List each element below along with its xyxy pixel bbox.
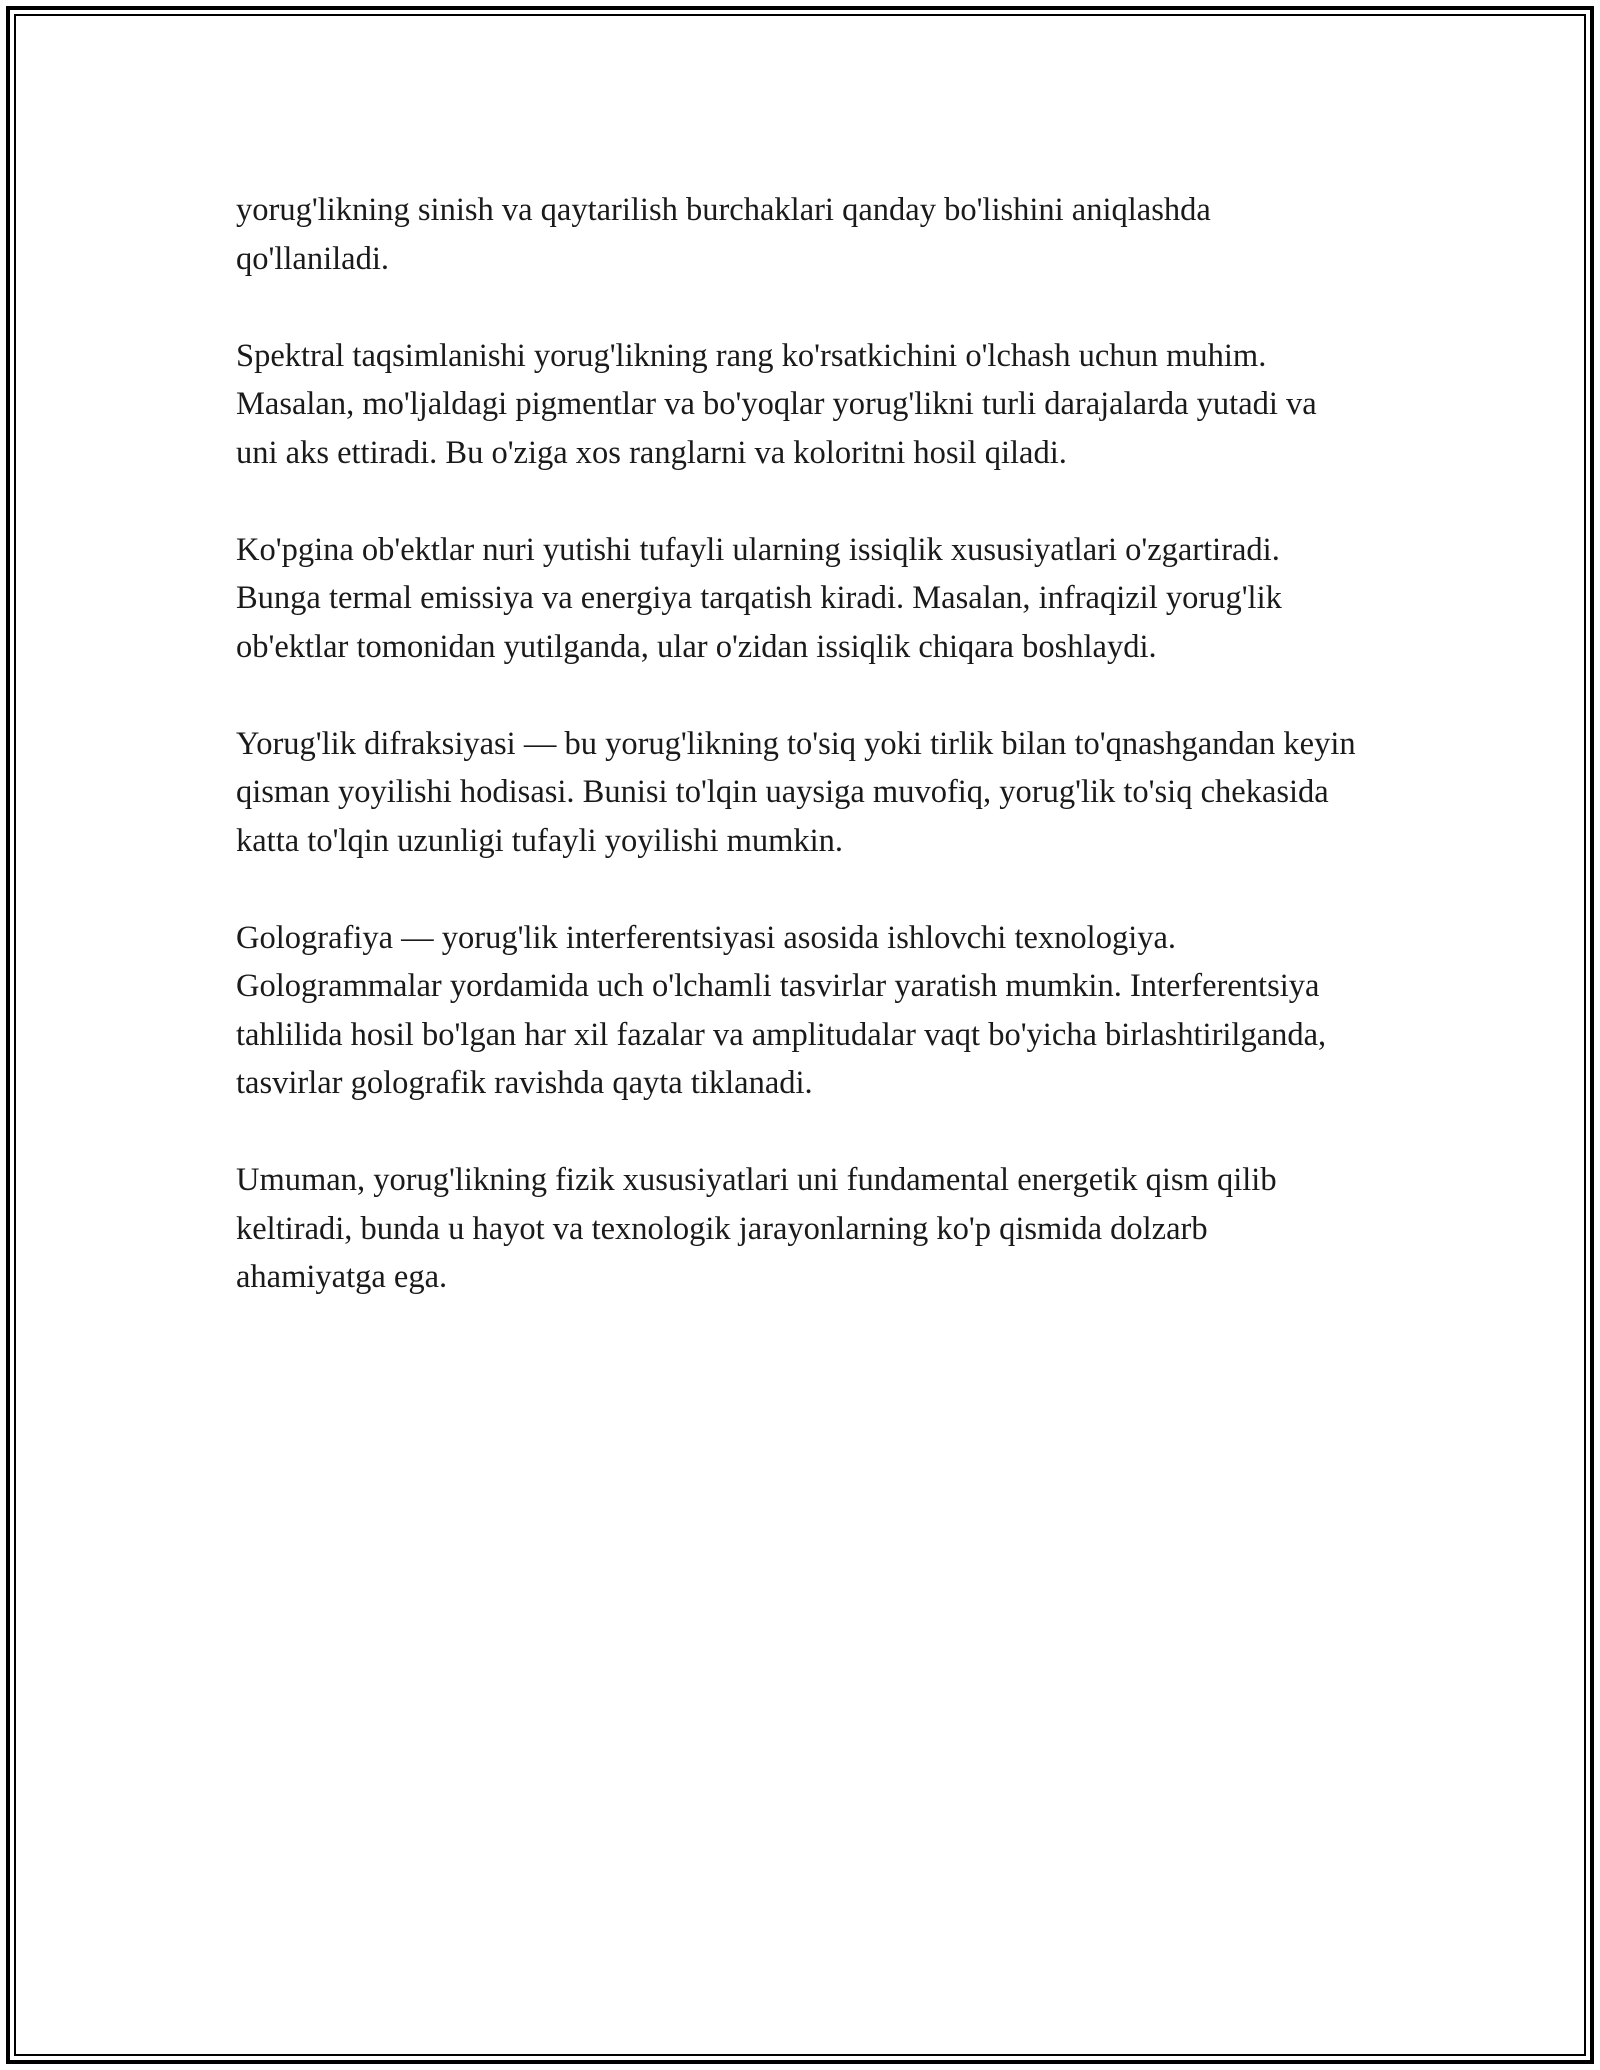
- paragraph-diffraction: Yorug'lik difraksiyasi — bu yorug'likning to'siq yoki tirlik bilan to'qnashgandan keyin qisman yoyilishi hodisasi. Bunisi to'lqin uaysiga muvofiq, yorug'lik to'siq chekasida katta to'lqin uzunligi tufayli yoyilishi mumkin.: [236, 725, 1356, 859]
- paragraph-holography: Golografiya — yorug'lik interferentsiyasi asosida ishlovchi texnologiya. Gologrammalar yordamida uch o'lchamli tasvirlar yaratish mumkin. Interferentsiya tahlilida hosil bo'lgan har xil fazalar va amplitudalar vaqt bo'yicha birlashtirilganda, tasvirlar golografik ravishda qayta tiklanadi.: [236, 919, 1327, 1101]
- paragraph-conclusion: Umuman, yorug'likning fizik xususiyatlari uni fundamental energetik qism qilib keltiradi, bunda u hayot va texnologik jarayonlarning ko'p qismida dolzarb ahamiyatga ega.: [236, 1162, 1277, 1295]
- paragraph-refraction-usage: yorug'likning sinish va qaytarilish burchaklari qanday bo'lishini aniqlashda qo'llaniladi.: [236, 192, 1211, 277]
- paragraph-thermal-properties: Ko'pgina ob'ektlar nuri yutishi tufayli ularning issiqlik xususiyatlari o'zgartiradi. Bunga termal emissiya va energiya tarqatish kiradi. Masalan, infraqizil yorug'lik ob'ektlar tomonidan yutilganda, ular o'zidan issiqlik chiqara boshlaydi.: [236, 531, 1282, 665]
- paragraph-spectral-distribution: Spektral taqsimlanishi yorug'likning rang ko'rsatkichini o'lchash uchun muhim. Masalan, mo'ljaldagi pigmentlar va bo'yoqlar yorug'likni turli darajalarda yutadi va uni aks ettiradi. Bu o'ziga xos ranglarni va koloritni hosil qiladi.: [236, 337, 1317, 471]
- document-body: [236, 186, 1361, 1350]
